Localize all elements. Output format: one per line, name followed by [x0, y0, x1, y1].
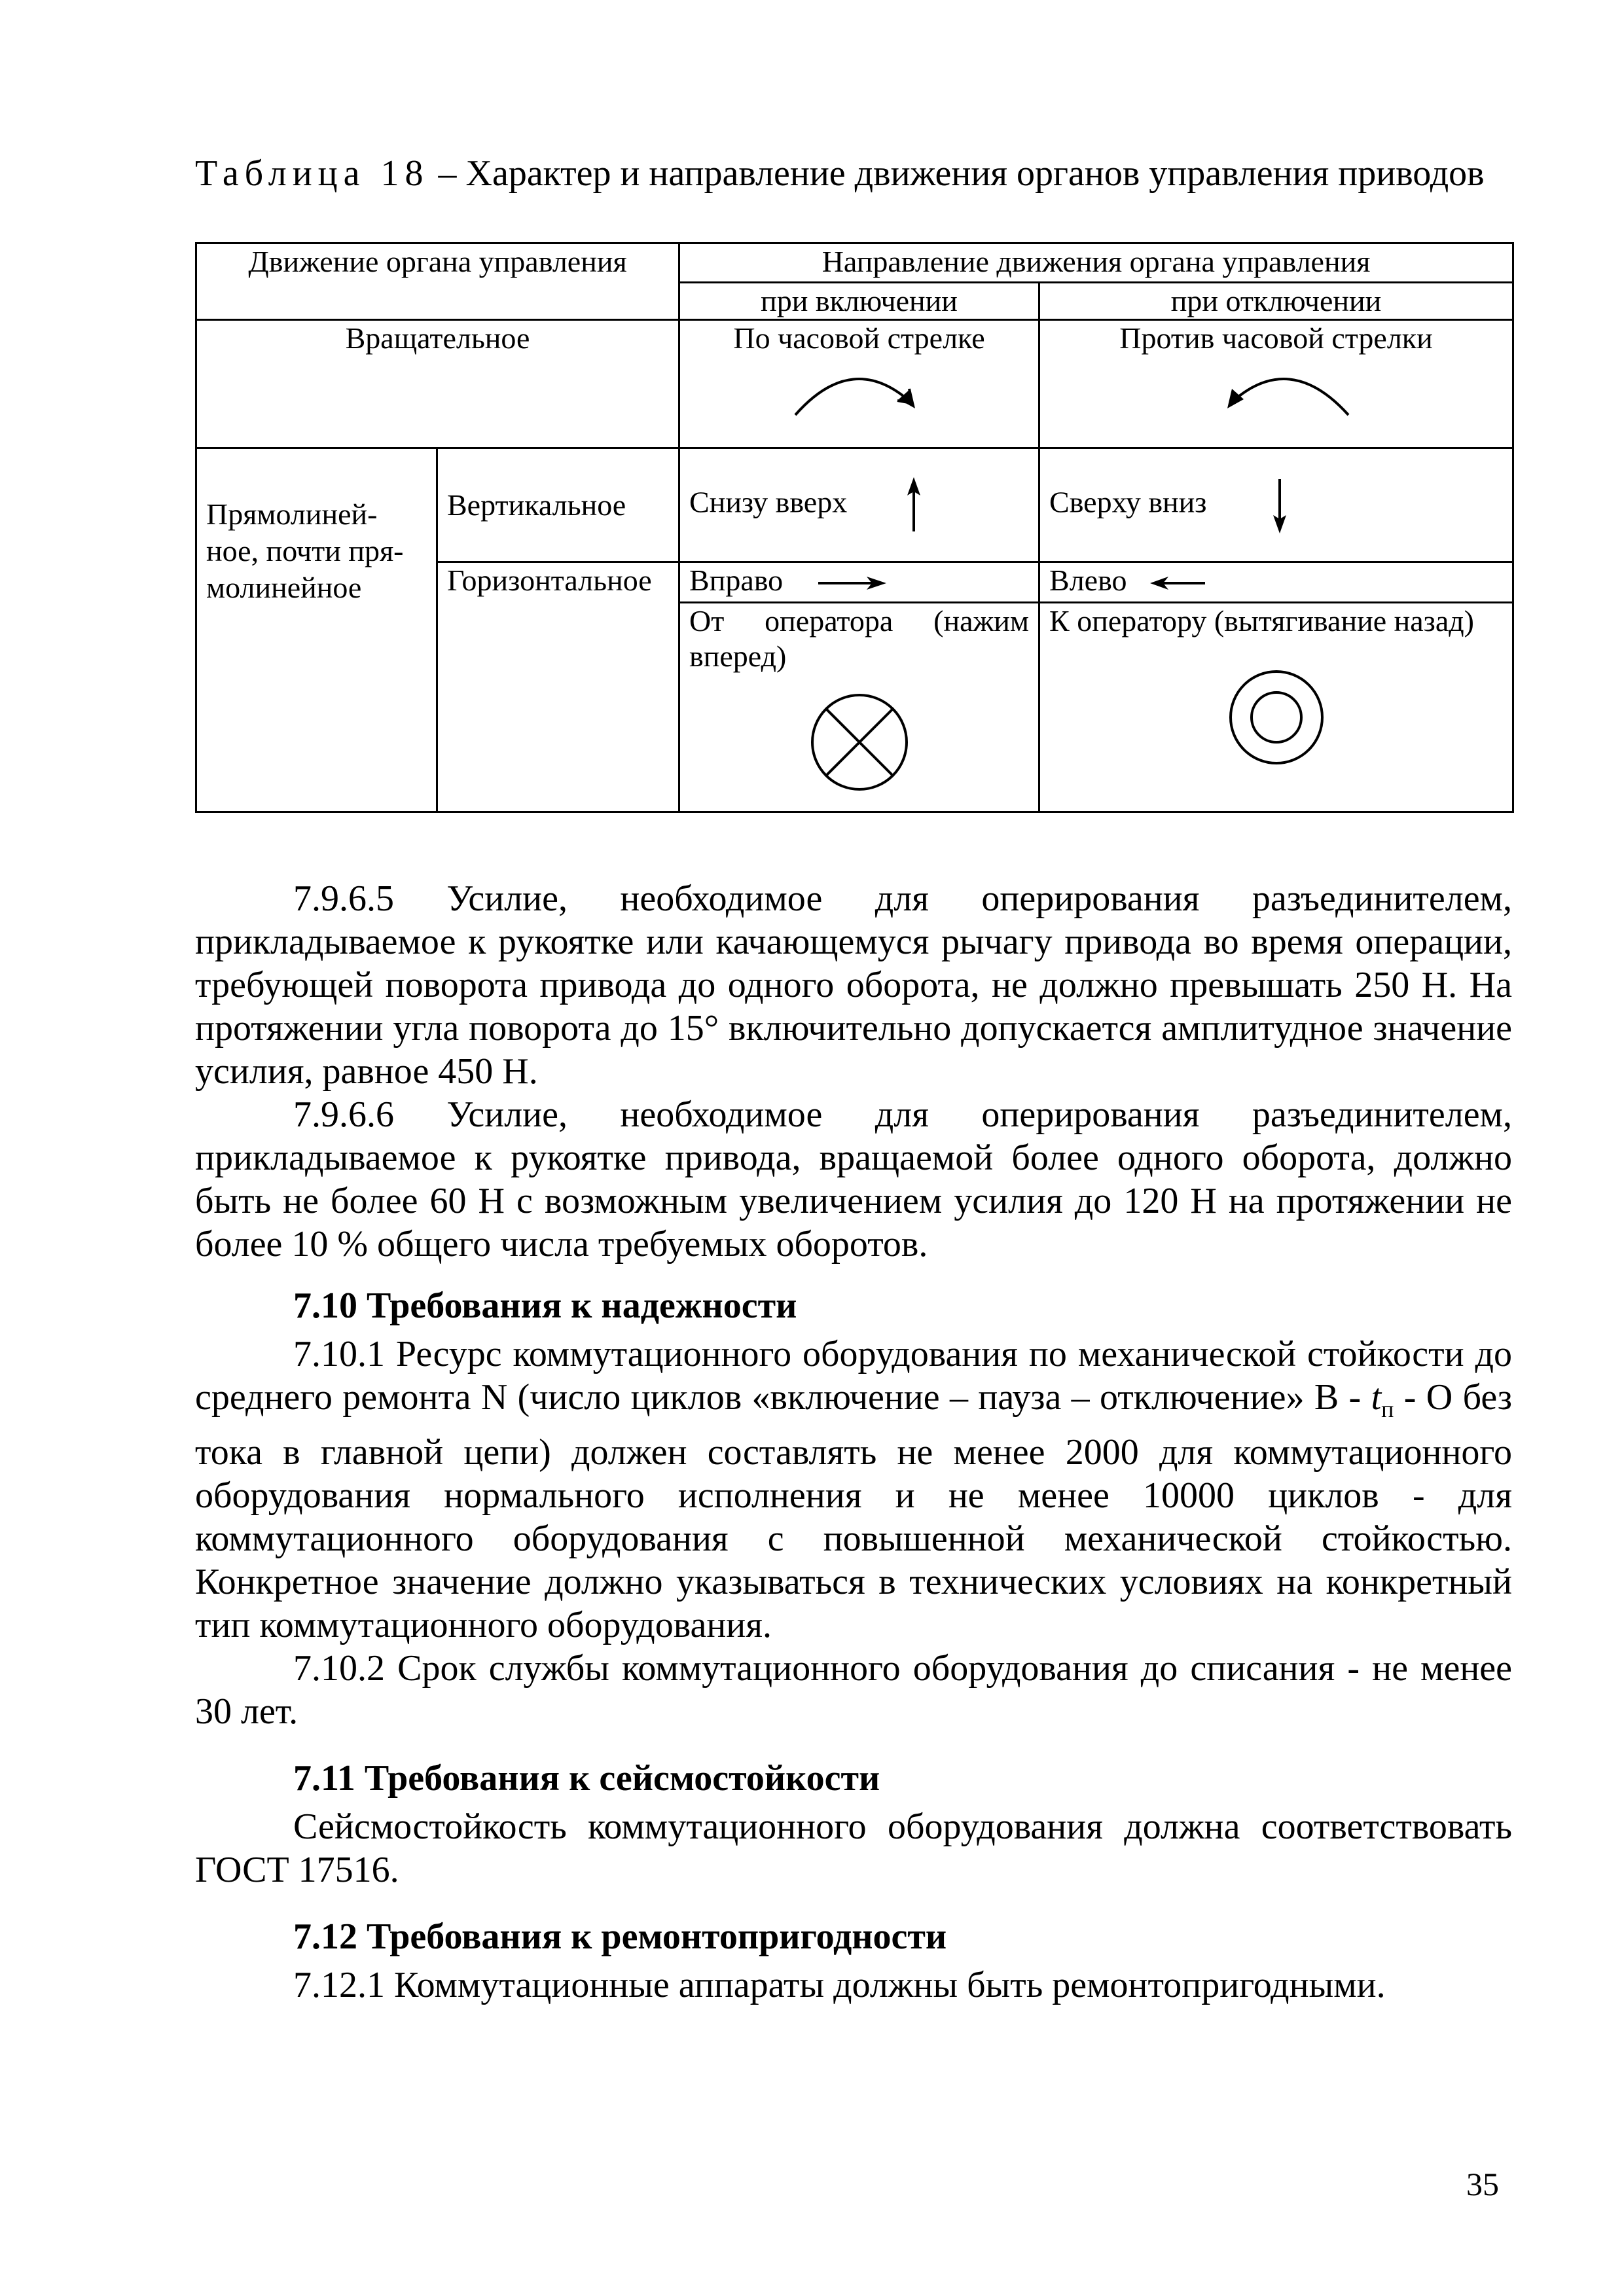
- paragraph-7101: [195, 1333, 1512, 1647]
- rotational-off-text: Против часовой стрелки: [1119, 321, 1433, 355]
- paragraph-7101-t: t: [1371, 1377, 1382, 1418]
- table-caption-label: Таблица 18: [195, 153, 429, 194]
- heading-7-11: 7.11 Требования к сейсмостойкости: [293, 1758, 880, 1799]
- paragraph-7101-sub: п: [1381, 1396, 1394, 1423]
- depth-on-cell: [679, 603, 1039, 812]
- horizontal-on-text: Вправо: [689, 564, 784, 597]
- paragraph-7965: 7.9.6.5 Усилие, необходимое для оперирования разъединителем, прикладываемое к рукоятке или качающемуся рычагу привода во время операции, требующей поворота привода до одного оборота, не должно превышать 250 Н. На протяжении угла поворота до 15° включительно допускается амплитудное значение усилия, равное 450 Н.: [195, 878, 1512, 1092]
- heading-7-10: 7.10 Требования к надежности: [293, 1285, 797, 1326]
- header-off: при отключении: [1039, 283, 1513, 320]
- paragraph-7121: 7.12.1 Коммутационные аппараты должны быть ремонтопригодными.: [293, 1965, 1386, 2006]
- paragraph-711: Сейсмостойкость коммутационного оборудования должна соответствовать ГОСТ 17516.: [195, 1806, 1512, 1891]
- header-on: при включении: [679, 283, 1039, 320]
- arrow-left-icon: [1147, 573, 1206, 593]
- rotational-label: [196, 320, 679, 448]
- header-direction: Направление движения органа управления: [679, 243, 1513, 283]
- page-number: 35: [1466, 2166, 1499, 2202]
- paragraph-7101-part-a: 7.10.1 Ресурс коммутационного оборудования по механической стойкости до среднего ремонта N (число циклов «включение – пауза – отключение» В -: [195, 1334, 1512, 1418]
- depth-on-text: От оператора (нажим вперед): [689, 604, 1030, 673]
- horizontal-off-text: Влево: [1049, 564, 1127, 597]
- away-from-operator-icon: [807, 690, 912, 795]
- vertical-on-cell: [679, 448, 1039, 562]
- counterclockwise-arrow-icon: [1191, 356, 1362, 422]
- table-18: [195, 242, 1514, 813]
- body-text: [195, 877, 1512, 2007]
- vertical-off-cell: [1039, 448, 1513, 562]
- paragraph-7966: 7.9.6.6 Усилие, необходимое для оперирования разъединителем, прикладываемое к рукоятке привода, вращаемой более одного оборота, должно быть не более 60 Н с возможным увеличением усилия до 120 Н на протяжении не более 10 % общего числа требуемых оборотов.: [195, 1094, 1512, 1265]
- paragraph-7102: 7.10.2 Срок службы коммутационного оборудования до списания - не менее 30 лет.: [195, 1648, 1512, 1732]
- linear-label: Прямолиней-ное, почти пря-молинейное: [196, 448, 437, 812]
- table-caption: [195, 152, 1512, 195]
- horizontal-off-cell: [1039, 562, 1513, 603]
- vertical-label: Вертикальное: [437, 448, 679, 562]
- arrow-down-icon: [1260, 476, 1299, 535]
- rotational-off-cell: [1039, 320, 1513, 448]
- rotational-on-text: По часовой стрелке: [733, 321, 985, 355]
- vertical-off-text: Сверху вниз: [1049, 485, 1207, 519]
- horizontal-on-cell: [679, 562, 1039, 603]
- depth-off-text: К оператору (вытягивание назад): [1049, 604, 1474, 637]
- header-control-motion: Движение органа управления: [196, 243, 679, 320]
- table-caption-text: – Характер и направление движения органов управления приводов: [429, 153, 1485, 194]
- vertical-on-text: Снизу вверх: [689, 485, 848, 519]
- rotational-label-text: Вращательное: [345, 321, 530, 355]
- toward-operator-icon: [1224, 665, 1329, 770]
- rotational-on-cell: [679, 320, 1039, 448]
- clockwise-arrow-icon: [781, 356, 938, 422]
- arrow-right-icon: [817, 573, 889, 593]
- horizontal-label: Горизонтальное: [437, 562, 679, 812]
- paragraph-7101-part-b: - О без тока в главной цепи) должен составлять не менее 2000 для коммутационного оборудования нормального исполнения и не менее 10000 циклов - для коммутационного оборудования с повышенной механической стойкостью. Конкретное значение должно указываться в технических условиях на конкретный тип коммутационного оборудования.: [195, 1377, 1513, 1646]
- heading-7-12: 7.12 Требования к ремонтопригодности: [293, 1916, 947, 1958]
- depth-off-cell: [1039, 603, 1513, 812]
- arrow-up-icon: [894, 476, 933, 535]
